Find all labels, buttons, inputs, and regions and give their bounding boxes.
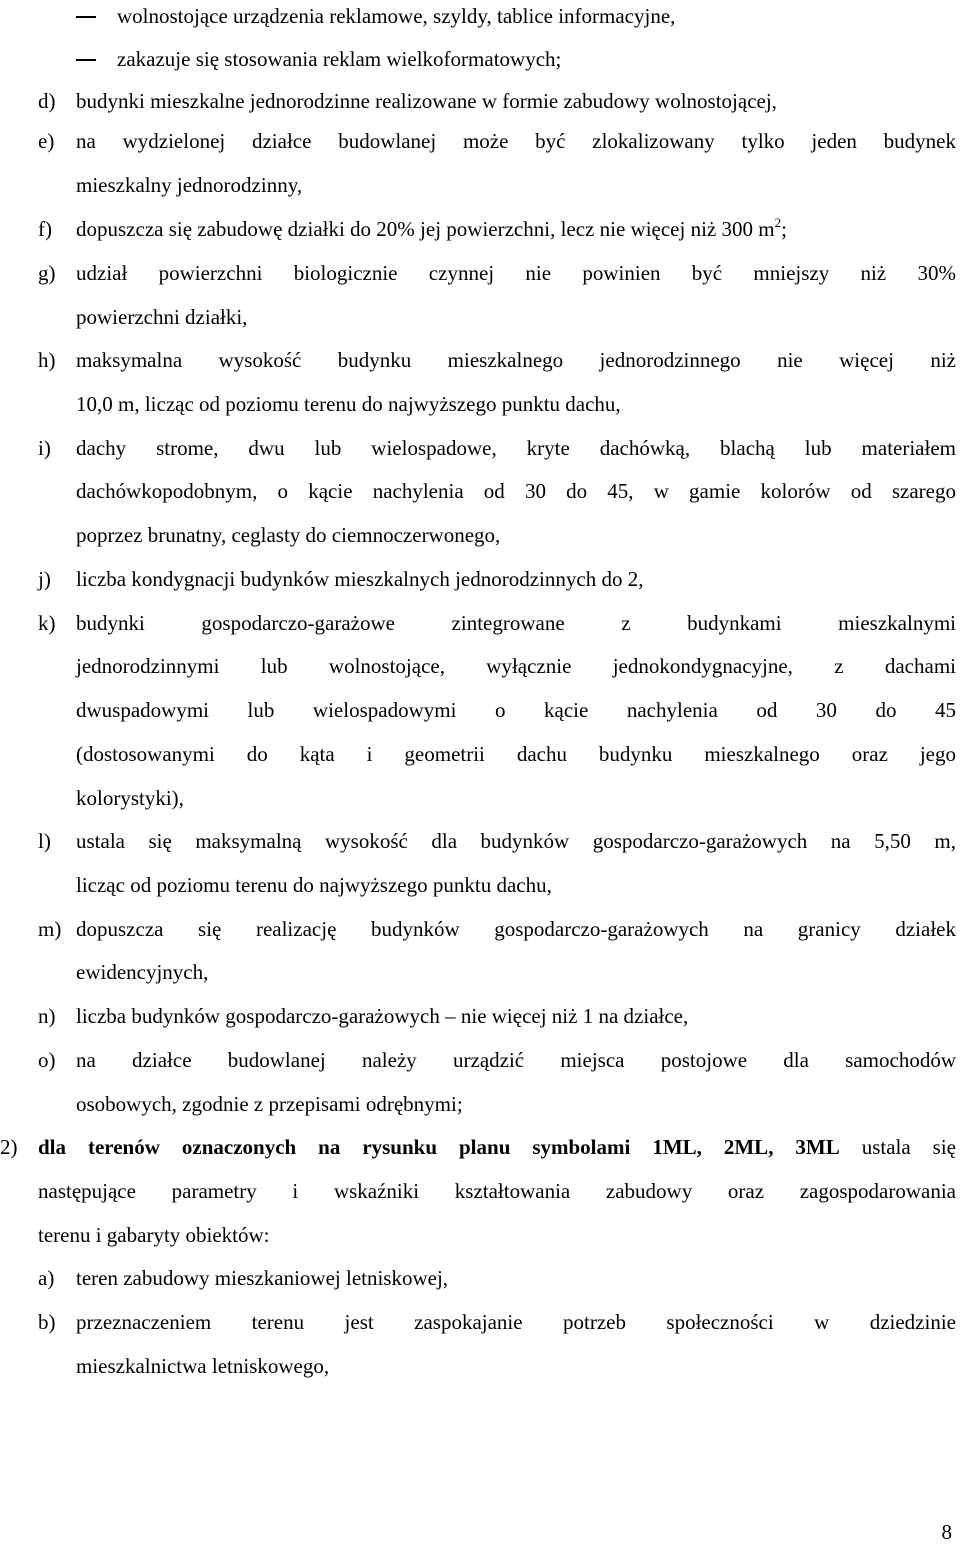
- text-line: udział powierzchni biologicznie czynnej nie powinien być mniejszy niż 30%: [76, 261, 956, 285]
- text-span: ;: [781, 217, 787, 241]
- list-label: a): [38, 1266, 55, 1290]
- page-number: 8: [941, 1520, 952, 1544]
- text-line: maksymalna wysokość budynku mieszkalnego jednorodzinnego nie więcej niż: [76, 348, 956, 372]
- text-line: dachy strome, dwu lub wielospadowe, kryte dachówką, blachą lub materiałem: [76, 436, 956, 460]
- list-label: j): [38, 567, 51, 591]
- dash-bullet: [76, 16, 96, 18]
- dash-bullet: [76, 59, 96, 61]
- list-label: 2): [0, 1135, 18, 1159]
- text-line: następujące parametry i wskaźniki kształtowania zabudowy oraz zagospodarowania: [38, 1179, 956, 1203]
- text-span: dopuszcza się zabudowę działki do 20% jej powierzchni, lecz nie więcej niż 300 m: [76, 217, 775, 241]
- text-line: ewidencyjnych,: [76, 960, 209, 984]
- list-label: m): [38, 917, 62, 941]
- list-label: b): [38, 1310, 56, 1334]
- text-line: terenu i gabaryty obiektów:: [38, 1223, 270, 1247]
- text-line: wolnostojące urządzenia reklamowe, szyldy, tablice informacyjne,: [117, 4, 676, 28]
- text-line: zakazuje się stosowania reklam wielkoformatowych;: [117, 47, 562, 71]
- superscript: 2: [774, 215, 782, 230]
- text-line: na wydzielonej działce budowlanej może być zlokalizowany tylko jeden budynek: [76, 129, 956, 153]
- text-line: przeznaczeniem terenu jest zaspokajanie potrzeb społeczności w dziedzinie: [76, 1310, 956, 1334]
- text-line: na działce budowlanej należy urządzić miejsca postojowe dla samochodów: [76, 1048, 956, 1072]
- text-line: [38, 1134, 956, 1160]
- list-label: l): [38, 829, 51, 853]
- text-line: kolorystyki),: [76, 786, 184, 810]
- text-line: 10,0 m, licząc od poziomu terenu do najwyższego punktu dachu,: [76, 392, 621, 416]
- list-label: o): [38, 1048, 56, 1072]
- text-line: [76, 216, 787, 242]
- text-line: licząc od poziomu terenu do najwyższego punktu dachu,: [76, 873, 552, 897]
- list-label: i): [38, 436, 51, 460]
- text-span: ustala się: [839, 1135, 957, 1159]
- text-line: ustala się maksymalną wysokość dla budynków gospodarczo-garażowych na 5,50 m,: [76, 829, 956, 853]
- list-label: f): [38, 217, 52, 241]
- text-line: osobowych, zgodnie z przepisami odrębnymi;: [76, 1092, 463, 1116]
- text-line: teren zabudowy mieszkaniowej letniskowej,: [76, 1266, 449, 1290]
- text-line: mieszkalnictwa letniskowego,: [76, 1354, 330, 1378]
- text-line: budynki mieszkalne jednorodzinne realizowane w formie zabudowy wolnostojącej,: [76, 89, 777, 113]
- text-line: budynki gospodarczo-garażowe zintegrowane z budynkami mieszkalnymi: [76, 611, 956, 635]
- text-line: dwuspadowymi lub wielospadowymi o kącie nachylenia od 30 do 45: [76, 698, 956, 722]
- text-line: liczba kondygnacji budynków mieszkalnych jednorodzinnych do 2,: [76, 567, 644, 591]
- text-line: powierzchni działki,: [76, 305, 248, 329]
- list-label: d): [38, 89, 56, 113]
- text-line: poprzez brunatny, ceglasty do ciemnoczerwonego,: [76, 523, 501, 547]
- text-line: liczba budynków gospodarczo-garażowych – nie więcej niż 1 na działce,: [76, 1004, 689, 1028]
- bold-text: dla terenów oznaczonych na rysunku planu symbolami 1ML, 2ML, 3ML: [38, 1135, 840, 1159]
- text-line: dopuszcza się realizację budynków gospodarczo-garażowych na granicy działek: [76, 917, 956, 941]
- text-line: dachówkopodobnym, o kącie nachylenia od 30 do 45, w gamie kolorów od szarego: [76, 479, 956, 503]
- list-label: g): [38, 261, 56, 285]
- list-label: n): [38, 1004, 56, 1028]
- text-line: (dostosowanymi do kąta i geometrii dachu budynku mieszkalnego oraz jego: [76, 742, 956, 766]
- list-label: k): [38, 611, 56, 635]
- text-line: jednorodzinnymi lub wolnostojące, wyłącznie jednokondygnacyjne, z dachami: [76, 654, 956, 678]
- list-label: h): [38, 348, 56, 372]
- list-label: e): [38, 129, 55, 153]
- text-line: mieszkalny jednorodzinny,: [76, 173, 303, 197]
